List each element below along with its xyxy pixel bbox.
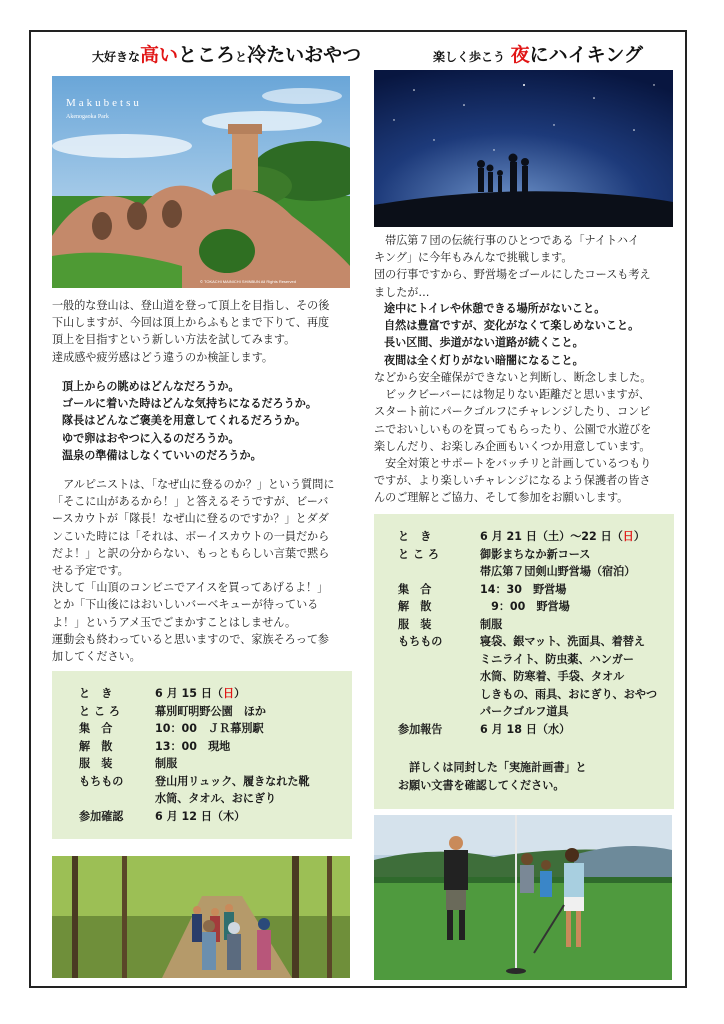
info-row: と き 6 月 21 日（土）～22 日（日）	[398, 530, 646, 543]
list-item: 夜間は全く灯りがない暗闇になること。	[384, 353, 584, 367]
info-row: 集 合 10：00 ＪＲ幕別駅	[79, 722, 264, 735]
list-item: 頂上からの眺めはどんなだろうか。	[62, 380, 240, 393]
info-row: 水筒、防寒着、手袋、タオル	[480, 670, 625, 683]
info-row: 参加報告 6 月 18 日（水）	[398, 722, 571, 736]
info-row: と こ ろ 幕別町明野公園 ほか	[79, 704, 266, 718]
left-info-box	[52, 671, 352, 839]
forest-hike-photo	[52, 856, 350, 978]
info-row: 解 散 13：00 現地	[79, 739, 231, 753]
concern-list	[384, 300, 639, 369]
info-row: 解 散 9：00 野営場	[398, 600, 570, 613]
left-title: 大好きな高いところと冷たいおやつ	[92, 44, 362, 66]
info-row: 参加確認 6 月 12 日（木）	[79, 809, 246, 823]
info-row: と こ ろ 御影まちなか新コース	[398, 547, 591, 561]
info-row: 帯広第７団剣山野営場（宿泊）	[480, 565, 636, 578]
list-item: ゆで卵はおやつに入るのだろうか。	[62, 431, 240, 445]
list-item: 自然は豊富ですが、変化がなくて楽しめないこと。	[384, 319, 640, 333]
info-row: と き 6 月 15 日（日）	[79, 687, 246, 700]
info-row: 服 装 制服	[398, 617, 503, 631]
park-photo	[52, 76, 350, 288]
right-title: 楽しく歩こう 夜にハイキング	[433, 44, 644, 66]
left-intro: 一般的な登山は、登山道を登って頂上を目指し、その後 下山しますが、今回は頂上からふもとまで下りて、再度 頂上を目指すという新しい方法を試してみます。 達成感や疲労感はどう違うのか検証します。	[52, 299, 330, 364]
photo-overlay-title: Makubetsu	[66, 97, 142, 109]
info-row: ミニライト、防虫薬、ハンガー	[480, 652, 634, 666]
info-row: もちもの 登山用リュック、履きなれた靴	[79, 774, 310, 788]
list-item: 途中にトイレや休憩できる場所がないこと。	[384, 302, 606, 315]
info-row: パークゴルフ道具	[480, 705, 569, 718]
park-golf-photo	[374, 815, 672, 980]
info-row: もちもの 寝袋、銀マット、洗面具、着替え	[398, 635, 645, 648]
right-info-box	[374, 514, 674, 809]
info-row: しきもの、雨具、おにぎり、おやつ	[480, 687, 658, 701]
photo-overlay-subtitle: Akenogaoka Park	[66, 114, 109, 120]
right-intro: 帯広第７団の伝統行事のひとつである「ナイトハイ キング」に今年もみんなで挑戦します。 団の行事ですから、野営場をゴールにしたコースも考え ましたが…	[374, 234, 651, 299]
list-item: ゴールに着いた時はどんな気持ちになるだろうか。	[62, 397, 317, 411]
left-story: アルピニストは、「なぜ山に登るのか？」という質問に 「そこに山があるから！」と答えるそうですが、ビーバ ースカウトが「隊長！なぜ山に登るのですか？」とダダ ンこいた時には「それは、ボーイスカウトの一員だから だよ！」と訳の分からない、もっともらしい言葉で黙ら せる予定です。 決して「山頂のコンビニでアイスを買ってあげるよ！」 とか「下山後にはおいしいバーベキューが待っている よ！」というアメ玉でごまかすことはしません。 運動会も終わっていると思いますので、家族そろって参 加してください。	[52, 478, 335, 664]
photo-credit: © TOKACHI MAINICHI SHINBUN All Rights Reserved	[200, 279, 296, 284]
night-sky-photo	[374, 70, 673, 227]
list-item: 温泉の準備はしなくていいのだろうか。	[62, 448, 262, 462]
question-list	[62, 378, 317, 464]
info-row: 服 装 制服	[79, 757, 178, 770]
info-note: 詳しくは同封した「実施計画書」と お願い文書を確認してください。	[398, 761, 587, 792]
list-item: 隊長はどんなご褒美を用意してくれるだろうか。	[62, 414, 307, 428]
info-row: 水筒、タオル、おにぎり	[155, 792, 277, 805]
right-story: などから安全確保ができないと判断し、断念しました。 ビックビーバーには物足りない距離だと思いますが、 スタート前にパークゴルフにチャレンジしたり、コンビ ニでおいしいものを買ってもらったり、公園で水遊びを 楽しんだり、お楽しみ企画もいくつか用意しています。 安全対策とサポートをバッチリと計画しているつもり ですが、より楽しいチャレンジになるよう保護者の皆さ んのご理解とご協力、そして参加をお願いします。	[374, 371, 652, 505]
list-item: 長い区間、歩道がない道路が続くこと。	[384, 336, 584, 350]
info-row: 集 合 14：30 野営場	[398, 582, 567, 596]
